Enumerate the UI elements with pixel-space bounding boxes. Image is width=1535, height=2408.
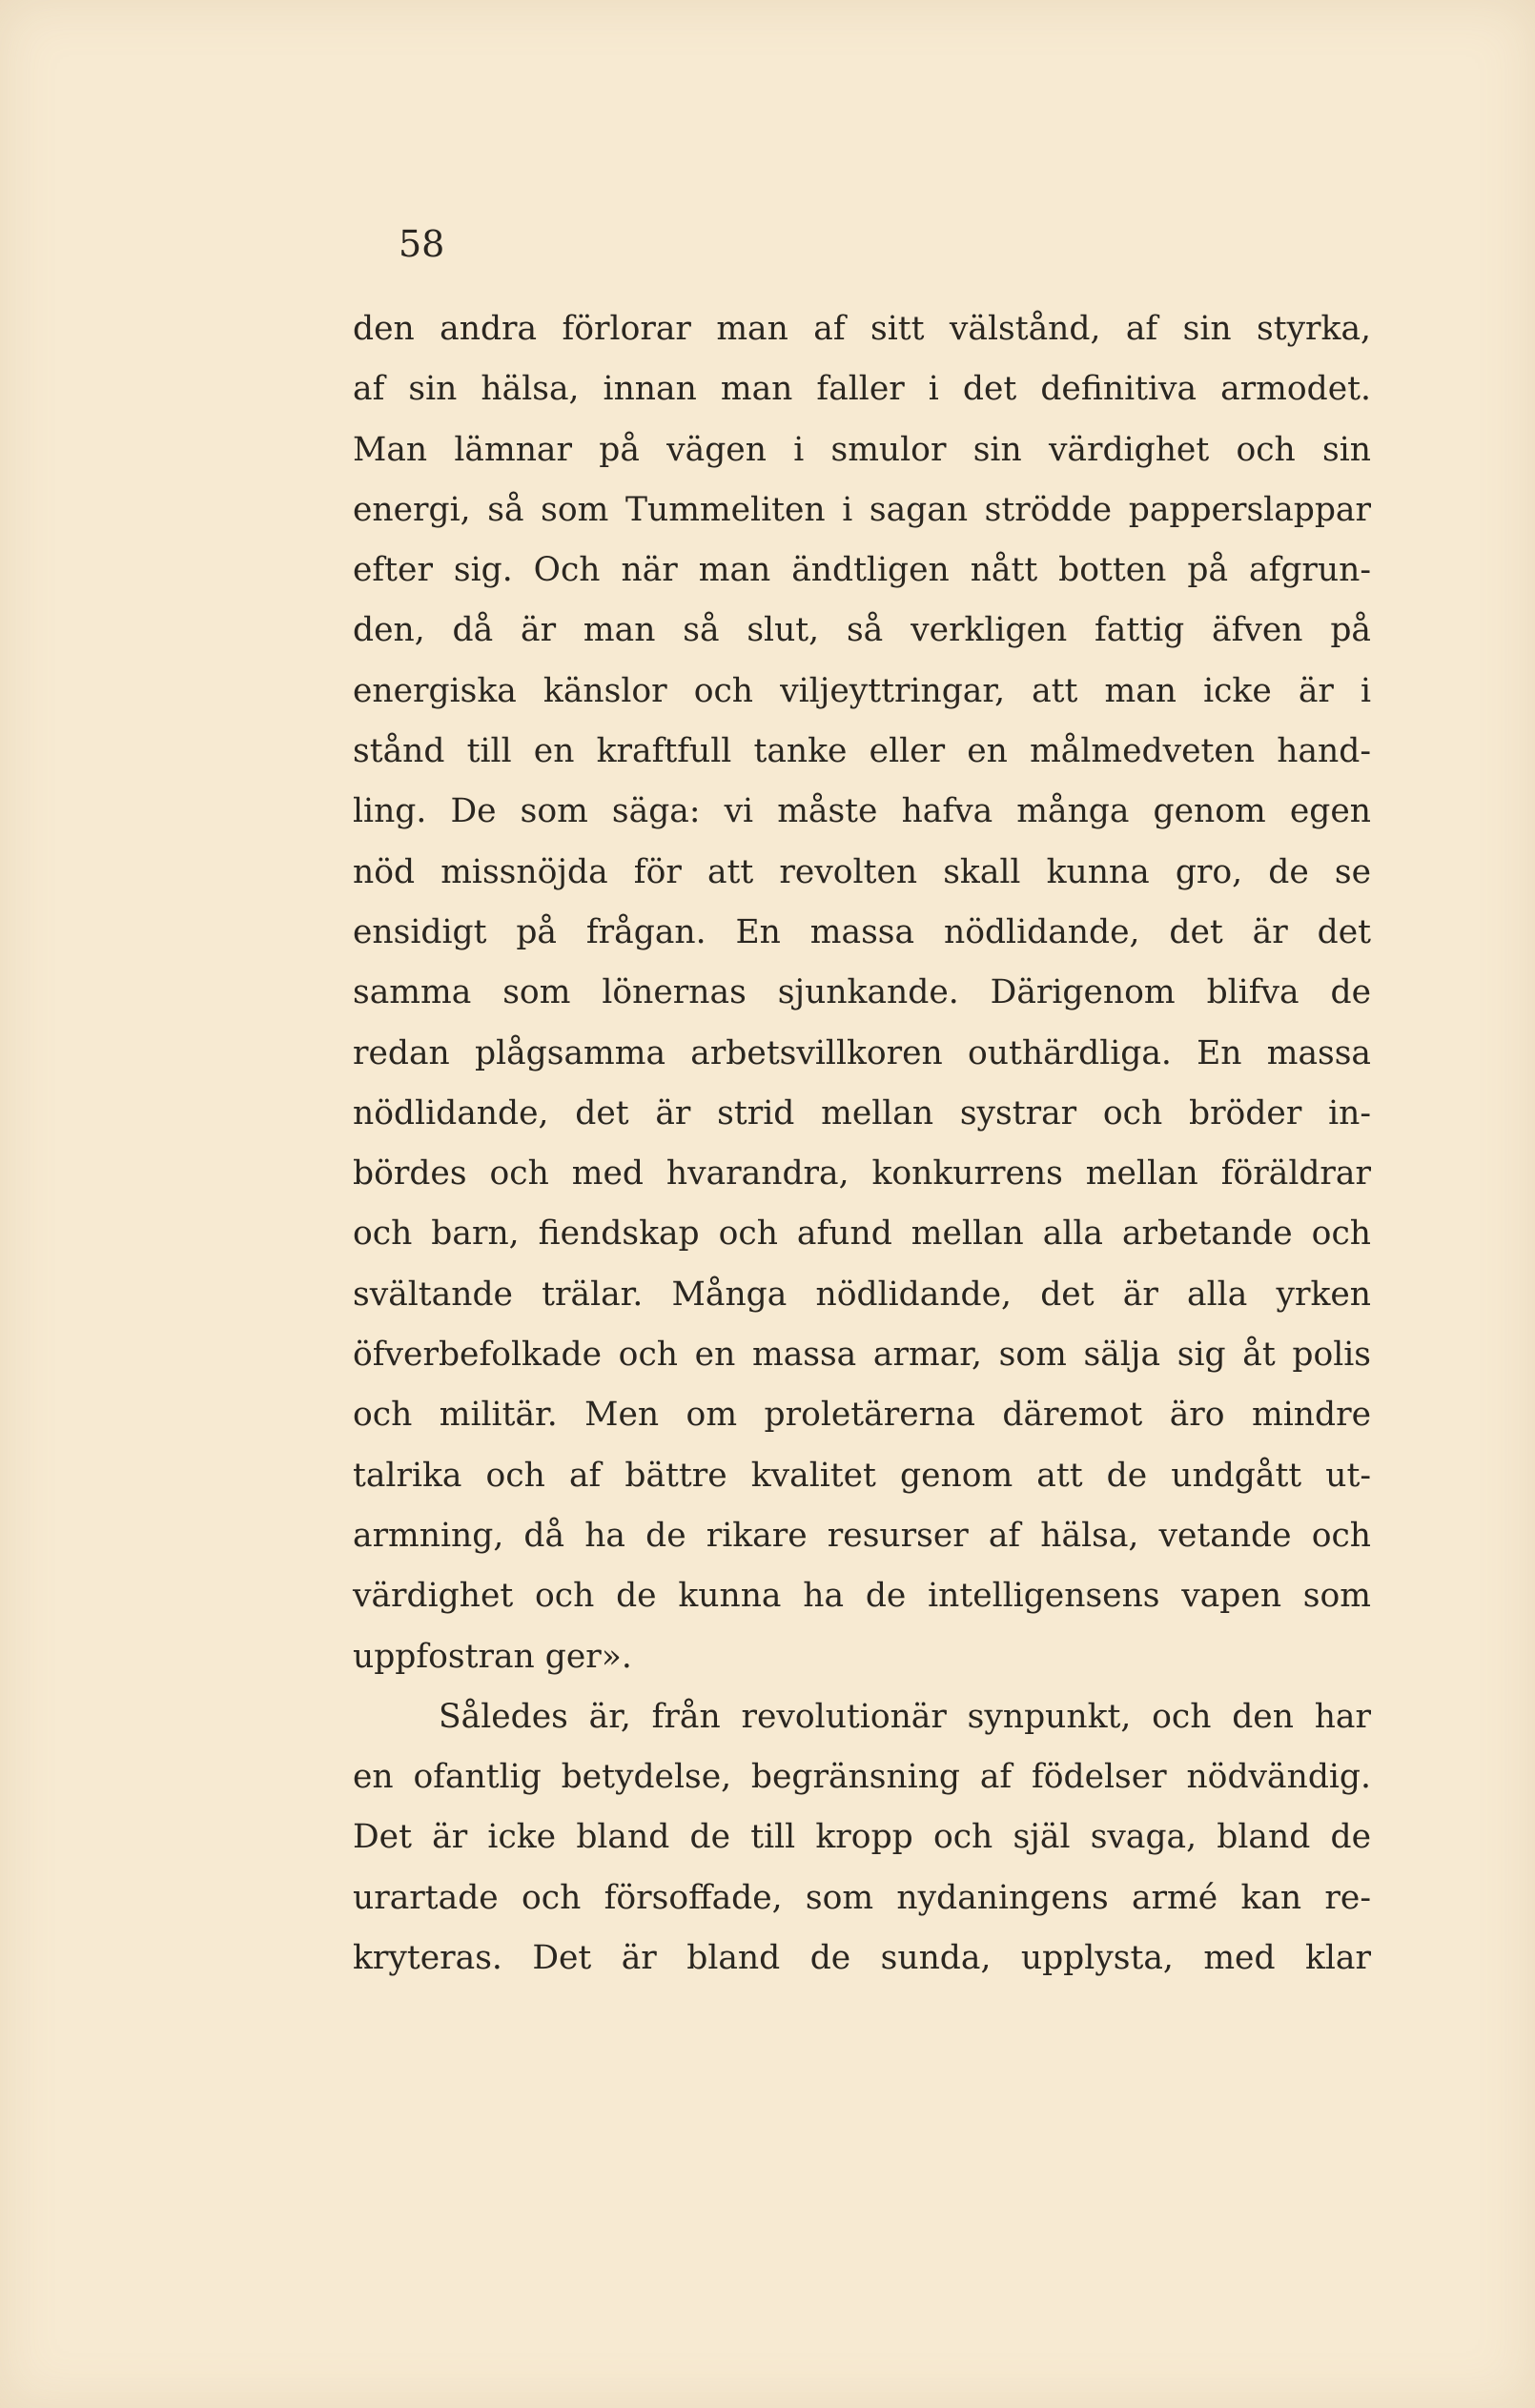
text-line: bördes och med hvarandra, konkurrens mellan föräldrar xyxy=(353,1154,1371,1194)
page-number: 58 xyxy=(399,223,445,265)
text-line: Således är, från revolutionär synpunkt, och den har xyxy=(439,1697,1371,1736)
text-line: och militär. Men om proletärerna däremot äro mindre xyxy=(353,1396,1371,1435)
text-line: talrika och af bättre kvalitet genom att de undgått ut- xyxy=(353,1456,1371,1495)
text-line: samma som lönernas sjunkande. Därigenom blifva de xyxy=(353,973,1371,1012)
text-line: energi, så som Tummeliten i sagan strödde papperslappar xyxy=(353,490,1371,529)
text-line: nöd missnöjda för att revolten skall kunna gro, de se xyxy=(353,852,1371,891)
text-line: nödlidande, det är strid mellan systrar och bröder in- xyxy=(353,1093,1371,1133)
body-text xyxy=(353,299,1371,1989)
text-line: värdighet och de kunna ha de intelligensens vapen som xyxy=(353,1577,1371,1616)
text-line: kryteras. Det är bland de sunda, upplysta, med klar xyxy=(353,1939,1371,1978)
text-line: Det är icke bland de till kropp och själ svaga, bland de xyxy=(353,1818,1371,1857)
text-line: uppfostran ger». xyxy=(353,1637,632,1676)
text-line: energiska känslor och viljeyttringar, att man icke är i xyxy=(353,671,1371,710)
text-line: ling. De som säga: vi måste hafva många genom egen xyxy=(353,792,1371,831)
text-line: efter sig. Och när man ändtligen nått botten på afgrun- xyxy=(353,551,1371,590)
text-line: svältande trälar. Många nödlidande, det är alla yrken xyxy=(353,1275,1371,1314)
text-line: armning, då ha de rikare resurser af hälsa, vetande och xyxy=(353,1516,1371,1555)
text-line: den andra förlorar man af sitt välstånd, af sin styrka, xyxy=(353,310,1371,348)
text-line: ensidigt på frågan. En massa nödlidande, det är det xyxy=(353,912,1371,951)
text-line: och barn, fiendskap och afund mellan alla arbetande och xyxy=(353,1214,1371,1254)
text-line: den, då är man så slut, så verkligen fattig äfven på xyxy=(353,611,1371,650)
text-line: stånd till en kraftfull tanke eller en målmedveten hand- xyxy=(353,732,1371,771)
text-line: redan plågsamma arbetsvillkoren outhärdliga. En massa xyxy=(353,1033,1371,1072)
text-line: en ofantlig betydelse, begränsning af födelser nödvändig. xyxy=(353,1758,1371,1797)
text-line: af sin hälsa, innan man faller i det definitiva armodet. xyxy=(353,370,1371,409)
text-line: öfverbefolkade och en massa armar, som sälja sig åt polis xyxy=(353,1336,1371,1375)
text-line: urartade och försoffade, som nydaningens armé kan re- xyxy=(353,1878,1371,1917)
text-line: Man lämnar på vägen i smulor sin värdighet och sin xyxy=(353,430,1371,469)
